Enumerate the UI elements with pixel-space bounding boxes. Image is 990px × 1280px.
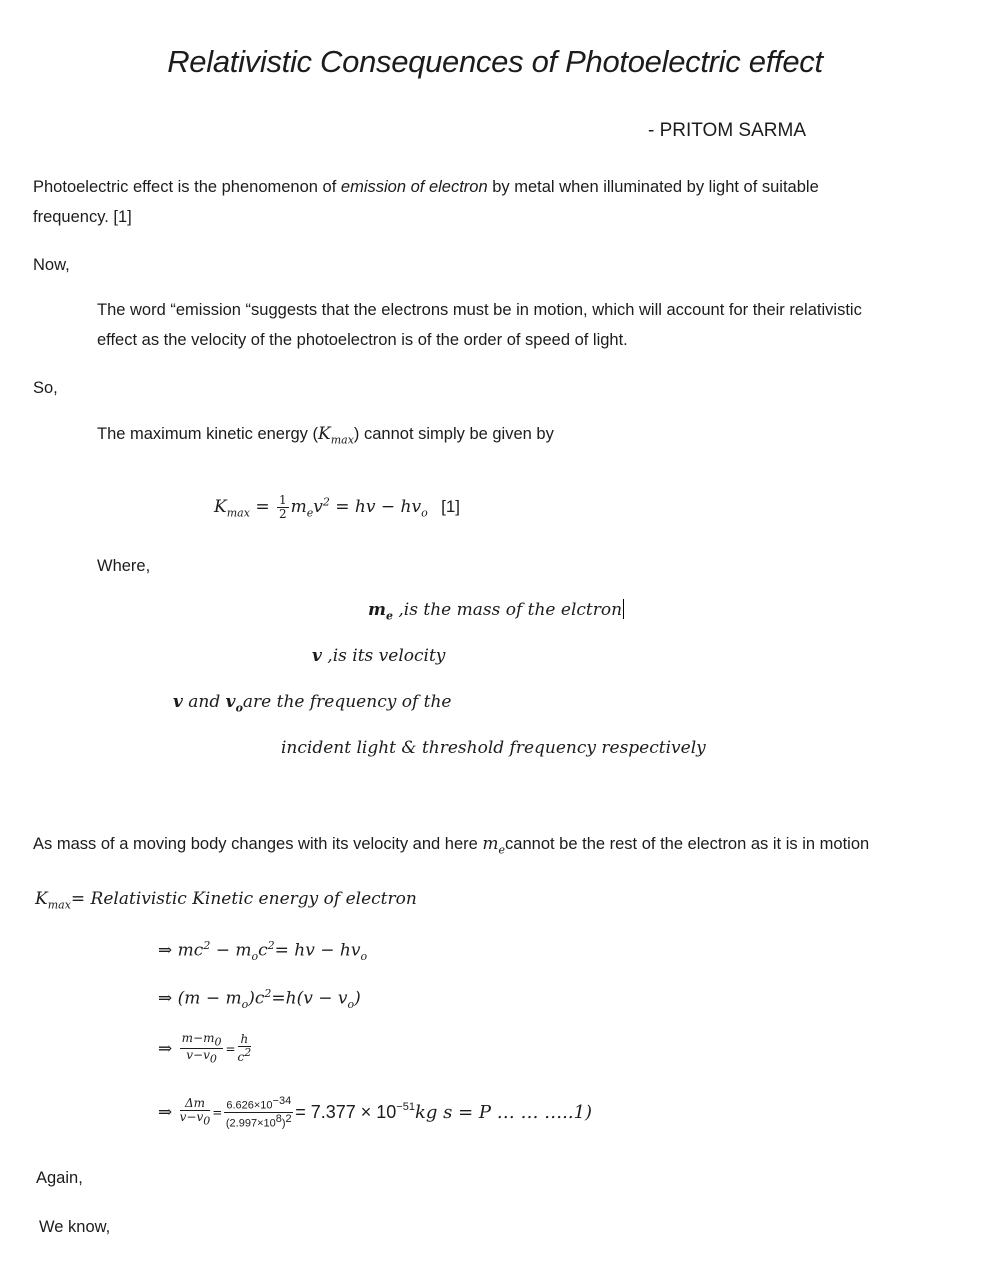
derivation-step-2: ⇒ $(m - m_o)c^2=h(v - v_o)$ (158, 987, 361, 1012)
definition-electron-mass: $m_e$ ,is the mass of the elctron (368, 600, 623, 623)
derivation-step-4: ⇒ $\frac{\Delta m}{v-v_0}$ = $\frac{6.626\times 10^{-34}}{(2.997\times 10^8)^2}$ = $7.377 \times 10^{-51}kg$ s = P … … …..1) (158, 1095, 593, 1130)
kmax-definition: $K_{max}=$ Relativistic Kinetic energy of electron (35, 889, 417, 912)
para2-line1: The word “emission “suggests that the electrons must be in motion, which will account for their relativistic (97, 301, 862, 319)
we-know-label: We know, (39, 1218, 111, 1236)
definition-frequency-cont: incident light & threshold frequency respectively (281, 738, 706, 758)
para1-line2: frequency. [1] (33, 208, 132, 226)
para1-text-start: Photoelectric effect is the phenomenon of (33, 178, 341, 196)
page-title: Relativistic Consequences of Photoelectric effect (167, 44, 823, 79)
definition-velocity: v ,is its velocity (312, 646, 446, 666)
fraction-one-half: $\frac{1}{2}$ (278, 493, 287, 522)
author-line: - PRITOM SARMA (648, 120, 806, 141)
equation-reference: [1] (441, 497, 461, 517)
kmax-symbol: $K_{max}$ (318, 424, 354, 447)
so-label: So, (33, 379, 58, 397)
again-label: Again, (36, 1169, 83, 1187)
text-cursor (623, 599, 624, 619)
para2-line2: effect as the velocity of the photoelectron is of the order of speed of light. (97, 331, 628, 349)
now-label: Now, (33, 256, 70, 274)
paragraph-moving-mass: As mass of a moving body changes with its velocity and here $m_ecannot$ be the rest of the electron as it is in motion (33, 834, 870, 857)
where-label: Where, (97, 557, 151, 575)
para1-text-end: by metal when illuminated by light of suitable (487, 178, 819, 196)
kmax-sentence-end: ) cannot simply be given by (353, 425, 554, 443)
paragraph-definition (33, 172, 819, 232)
equation-kmax: $K_{max}$ = $\frac{1}{2}$ $m_ev^2$ = hv − $hv_o$ [1] (214, 493, 461, 522)
derivation-step-1: ⇒ $mc^2 - m_oc^2=$ hv − $hv_o$ (158, 939, 368, 964)
paragraph-emission (97, 295, 862, 355)
para1-emphasis: emission of electron (340, 178, 488, 196)
derivation-step-3: ⇒ $\frac{m-m_0}{v-v_0}$ = $\frac{h}{c^2}$ (158, 1031, 252, 1066)
kmax-sentence (97, 419, 554, 455)
definition-frequency: v and $v_oare$ the frequency of the (173, 692, 452, 715)
kmax-sentence-start: The maximum kinetic energy ( (97, 425, 318, 443)
